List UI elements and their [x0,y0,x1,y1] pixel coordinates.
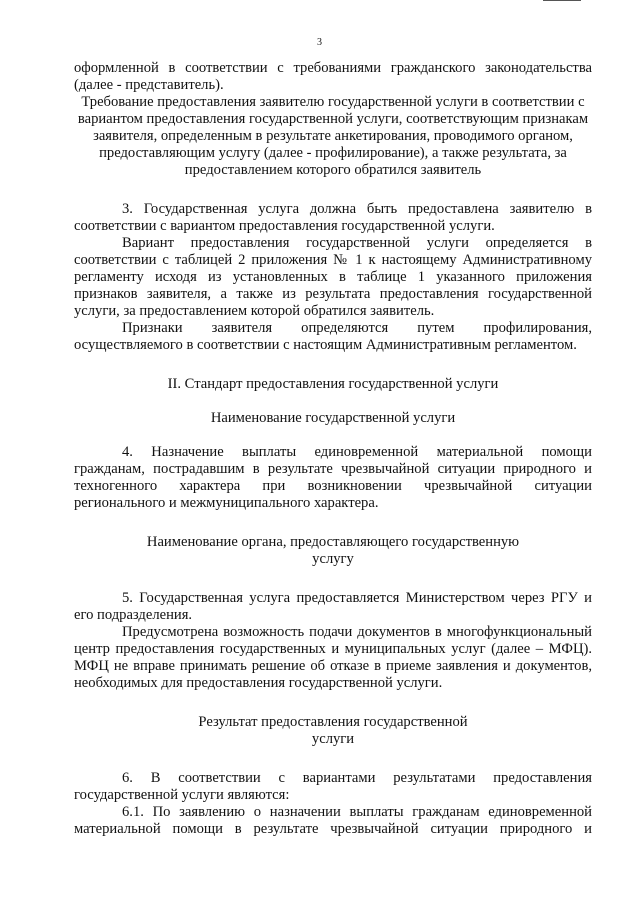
paragraph-4: 4. Назначение выплаты единовременной материальной помощи гражданам, пострадавшим в результате чрезвычайной ситуации природного и техногенного характера при возникновении чрезвычайной ситуации регионального и межмуниципального характера. [74,444,592,511]
heading-result-line1: Результат предоставления государственной [198,714,468,730]
paragraph-5: 5. Государственная услуга предоставляется Министерством через РГУ и его подразделения. [74,590,592,623]
paragraph-variant: Вариант предоставления государственной услуги определяется в соответствии с таблицей 2 приложения № 1 к настоящему Административному регламенту исходя из установленных в таблице 1 указанного приложения признаков заявителя, а также из результата предоставления государственной услуги, за предоставлением которой обратился заявитель. [74,235,592,319]
paragraph-6: 6. В соответствии с вариантами результатами предоставления государственной услуги являются: [74,770,592,803]
section-heading-profiling: Требование предоставления заявителю государственной услуги в соответствии с вариантом предоставления государственной услуги, соответствующим признакам заявителя, определенным в результате анкетирования, проводимого органом, предоставляющим услугу (далее - профилирование), а также результата, за предоставлением которого обратился заявитель [77,94,589,178]
paragraph-mfc: Предусмотрена возможность подачи документов в многофункциональный центр предоставления государственных и муниципальных услуг (далее – МФЦ). МФЦ не вправе принимать решение об отказе в приеме заявления и документов, необходимых для предоставления государственной услуги. [74,624,592,691]
scan-edge-mark [543,0,581,1]
chapter-heading-ii: II. Стандарт предоставления государственной услуги [167,376,499,392]
heading-service-name: Наименование государственной услуги [210,410,456,426]
heading-authority-line2: услугу [312,551,354,567]
paragraph-continuation: оформленной в соответствии с требованиями гражданского законодательства (далее - представитель). [74,60,592,93]
paragraph-3: 3. Государственная услуга должна быть предоставлена заявителю в соответствии с вариантом предоставления государственной услуги. [74,201,592,234]
document-body [74,60,592,838]
paragraph-6-1: 6.1. По заявлению о назначении выплаты гражданам единовременной материальной помощи в результате чрезвычайной ситуации природного и [74,804,592,837]
paragraph-applicant-signs: Признаки заявителя определяются путем профилирования, осуществляемого в соответствии с настоящим Административным регламентом. [74,320,592,353]
heading-authority-line1: Наименование органа, предоставляющего государственную [146,534,520,550]
page-number: 3 [317,37,322,48]
heading-result-line2: услуги [311,731,355,747]
